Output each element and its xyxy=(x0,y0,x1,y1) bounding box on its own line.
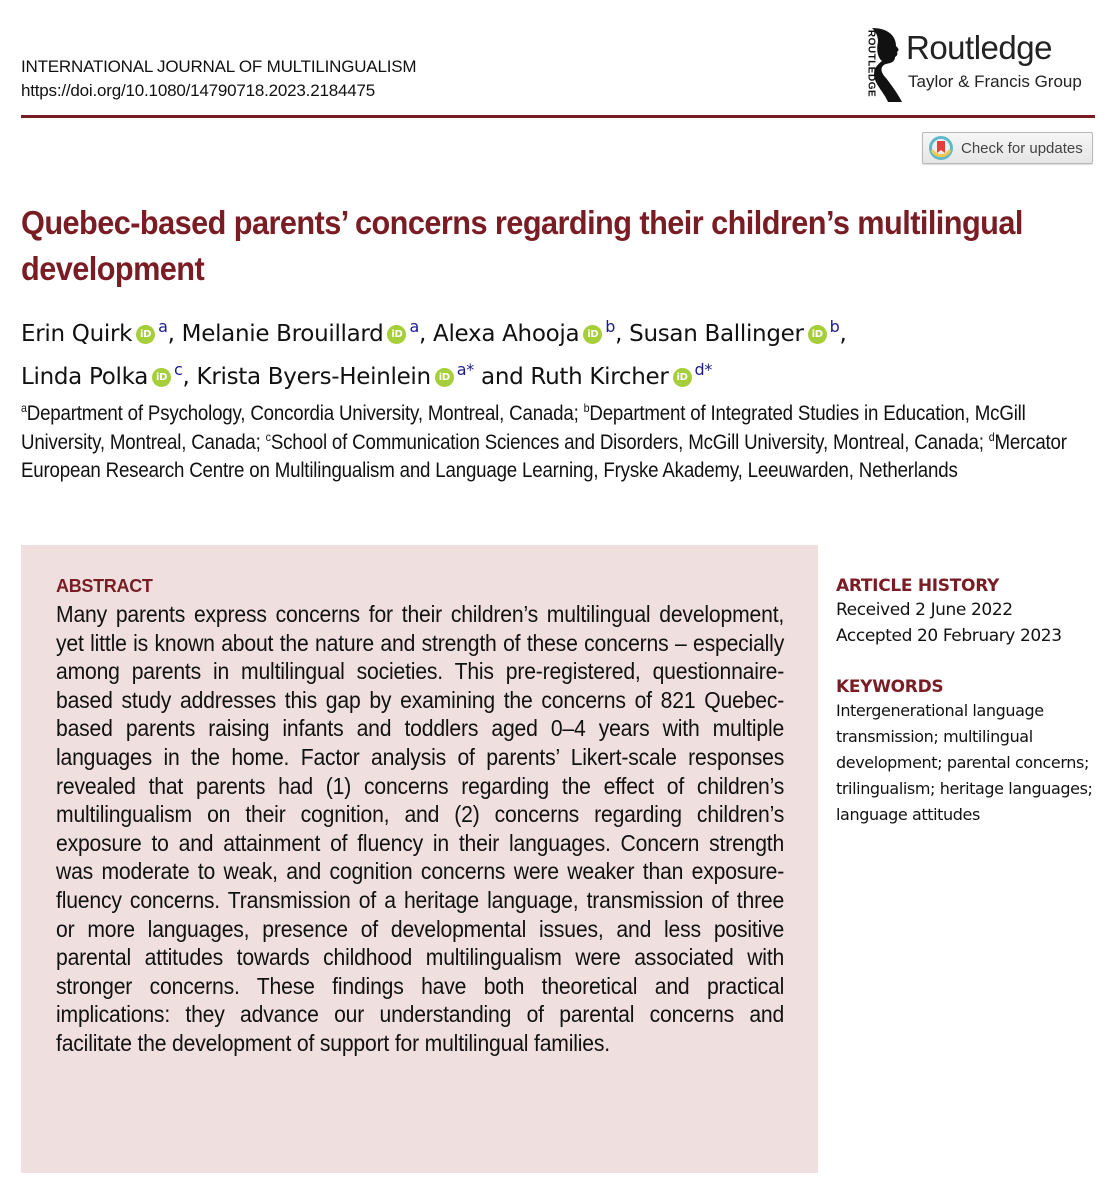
check-for-updates-button[interactable] xyxy=(922,132,1093,164)
author[interactable]: Krista Byers-Heinlein iD $^{a*}$ xyxy=(196,360,475,390)
author[interactable]: Ruth Kircher iD $^{d*}$ xyxy=(530,360,713,390)
abstract-text: Many parents express concerns for their children’s multilingual development, yet little is known about the nature and strength of these concerns – especially among parents in multilingual societies. This pre-registered, questionnaire-based study addresses this gap by examining the concerns of 821 Quebec-based parents raising infants and toddlers aged 0–4 years with multiple languages in the home. Factor analysis of parents’ Likert-scale responses revealed that parents had (1) concerns regarding the effect of children’s multilingualism on their cognition, and (2) concerns regarding children’s exposure to and attainment of fluency in their languages. Concern strength was moderate to weak, and cognition concerns were weaker than exposure-fluency concerns. Transmission of a heritage language, transmission of three or more languages, presence of developmental issues, and less positive parental attitudes towards childhood multilingualism were associated with stronger concerns. These findings have both theoretical and practical implications: they advance our understanding of parental concerns and facilitate the development of support for multilingual families. xyxy=(56,601,785,1056)
article-history-heading: ARTICLE HISTORY xyxy=(836,576,1000,596)
author[interactable]: Linda Polka iD $^c$ xyxy=(21,360,183,390)
author-list: Erin Quirk iD $^a$, Melanie Brouillard iD $^a$, Alexa Ahooja iD $^b$, Susan Ballinger iD $^b$, Linda Polka iD $^c$, Krista Byers-Heinlein iD $^{a*}$ and Ruth Kircher iD $^{d*}$ xyxy=(21,317,847,390)
affiliation-marker[interactable]: d* xyxy=(694,360,713,379)
received-date: Received 2 June 2022 xyxy=(836,600,1013,620)
affiliation-key: c xyxy=(265,429,271,444)
orcid-icon[interactable]: iD xyxy=(152,368,171,387)
crossmark-icon xyxy=(929,136,953,160)
article-title: Quebec-based parents’ concerns regarding their children’s multilingual development xyxy=(21,204,1023,287)
orcid-icon[interactable]: iD xyxy=(387,325,406,344)
author[interactable]: Alexa Ahooja iD $^b$ xyxy=(433,317,616,347)
affiliation-text: Mercator European Research Centre on Multilingualism and Language Learning, Fryske Akademy, Leeuwarden, Netherlands xyxy=(21,430,1067,482)
keywords-heading: KEYWORDS xyxy=(836,677,944,697)
doi-link[interactable]: https://doi.org/10.1080/14790718.2023.2184475 xyxy=(21,81,375,100)
routledge-face-icon xyxy=(866,28,906,102)
abstract-heading: ABSTRACT xyxy=(56,576,153,596)
header-rule xyxy=(21,115,1095,118)
orcid-icon[interactable]: iD xyxy=(808,325,827,344)
affiliation-text: Department of Psychology, Concordia University, Montreal, Canada; xyxy=(26,402,584,425)
logo-vertical-text: ROUTLEDGE xyxy=(865,29,877,98)
author[interactable]: Melanie Brouillard iD $^a$ xyxy=(181,317,419,347)
orcid-icon[interactable]: iD xyxy=(435,368,454,387)
routledge-logo xyxy=(846,28,1096,102)
affiliation-key: d xyxy=(988,429,995,444)
affiliation-marker[interactable]: b xyxy=(605,317,616,336)
article-sidebar xyxy=(836,575,1106,828)
affiliation-marker[interactable]: a* xyxy=(456,360,475,379)
publisher-name: Routledge xyxy=(906,29,1052,66)
check-for-updates-label: Check for updates xyxy=(961,139,1083,157)
affiliation-marker[interactable]: b xyxy=(829,317,840,336)
affiliation-marker[interactable]: a xyxy=(409,317,419,336)
orcid-icon[interactable]: iD xyxy=(673,368,692,387)
orcid-icon[interactable]: iD xyxy=(583,325,602,344)
affiliation-marker[interactable]: c xyxy=(174,360,183,379)
affiliation-text: School of Communication Sciences and Disorders, McGill University, Montreal, Canada; xyxy=(270,430,989,454)
affiliation-marker[interactable]: a xyxy=(158,317,168,336)
journal-name: INTERNATIONAL JOURNAL OF MULTILINGUALISM xyxy=(21,57,417,76)
affiliation-text: Department of Integrated Studies in Education, McGill University, Montreal, Canada; xyxy=(21,402,1026,454)
publisher-group: Taylor & Francis Group xyxy=(908,72,1082,91)
author[interactable]: Susan Ballinger iD $^b$ xyxy=(629,317,840,347)
affiliation-key: b xyxy=(583,401,590,415)
accepted-date: Accepted 20 February 2023 xyxy=(836,626,1062,646)
affiliations xyxy=(21,400,1107,486)
journal-header xyxy=(21,55,416,103)
keywords-list: Intergenerational language transmission; multilingual development; parental concerns; trilingualism; heritage languages; language attitudes xyxy=(836,701,1093,824)
author[interactable]: Erin Quirk iD $^a$ xyxy=(21,317,168,347)
orcid-icon[interactable]: iD xyxy=(136,325,155,344)
affiliation-key: a xyxy=(21,401,27,415)
